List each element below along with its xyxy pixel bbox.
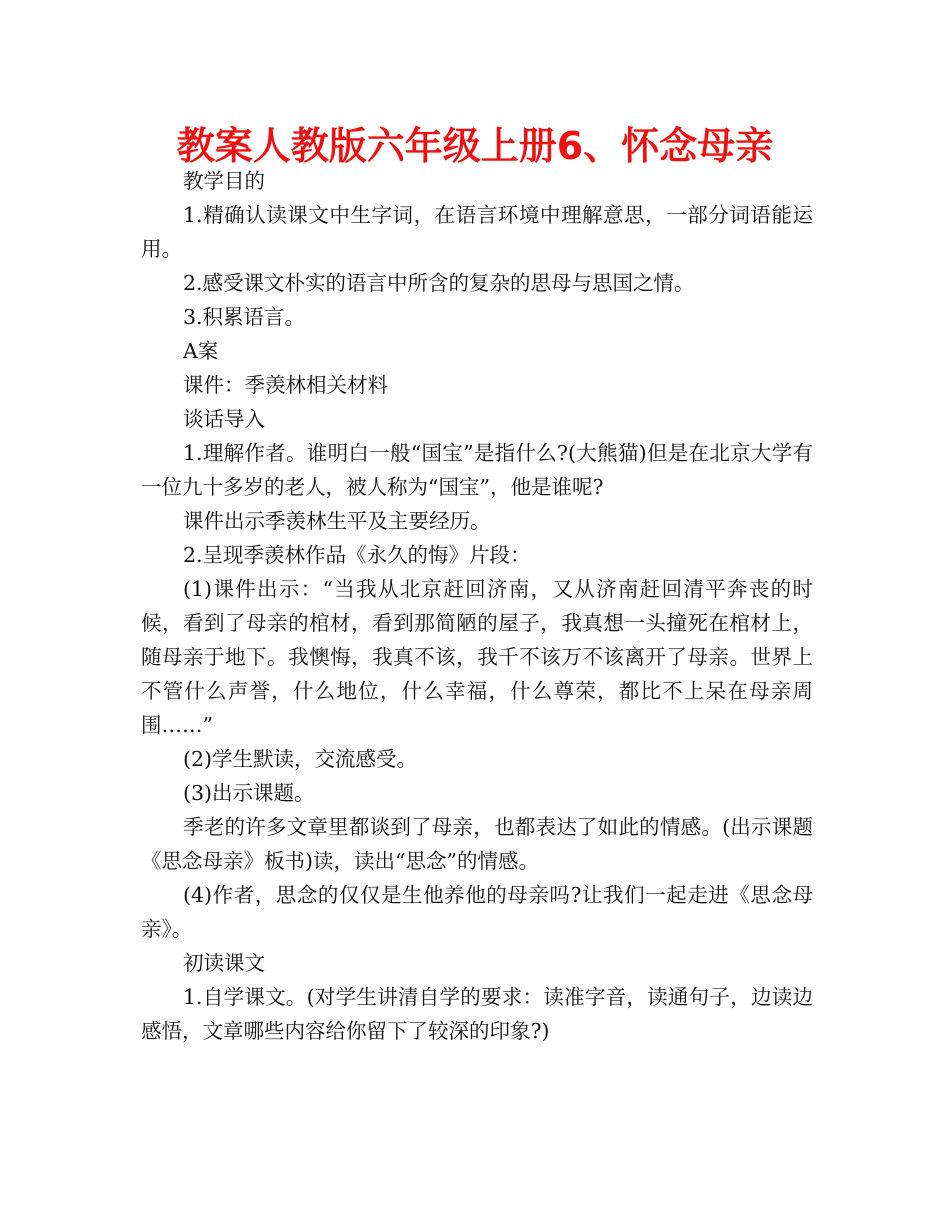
first-reading-step-1: 1.自学课文。(对学生讲清自学的要求：读准字音，读通句子，边读边感悟，文章哪些内容给你留下了较深的印象?) xyxy=(141,985,813,1043)
intro-step-2-4: (4)作者，思念的仅仅是生他养他的母亲吗?让我们一起走进《思念母亲》。 xyxy=(141,883,813,941)
intro-step-2-2: (2)学生默读，交流感受。 xyxy=(183,747,418,771)
objective-1: 1.精确认读课文中生字词，在语言环境中理解意思，一部分词语能运用。 xyxy=(141,203,813,261)
document-title: 教案人教版六年级上册6、怀念母亲 xyxy=(176,124,774,168)
section-heading-objectives: 教学目的 xyxy=(183,169,265,193)
intro-paragraph-ji-lao: 季老的许多文章里都谈到了母亲，也都表达了如此的情感。(出示课题《思念母亲》板书)读，读出“思念”的情感。 xyxy=(141,815,813,873)
intro-step-2-1-quote: (1)课件出示：“当我从北京赶回济南，又从济南赶回清平奔丧的时候，看到了母亲的棺材，看到那简陋的屋子，我真想一头撞死在棺材上，随母亲于地下。我懊悔，我真不该，我千不该万不该离开了母亲。世界上不管什么声誉，什么地位，什么幸福，什么尊荣，都比不上呆在母亲周围……” xyxy=(141,577,813,737)
document-body xyxy=(141,164,813,1048)
objective-3: 3.积累语言。 xyxy=(183,305,306,329)
plan-label: A案 xyxy=(183,339,219,363)
section-heading-intro: 谈话导入 xyxy=(183,407,265,431)
intro-step-2: 2.呈现季羡林作品《永久的悔》片段： xyxy=(183,543,531,567)
intro-courseware-note: 课件出示季羡林生平及主要经历。 xyxy=(183,509,491,533)
intro-step-1: 1.理解作者。谁明白一般“国宝”是指什么?(大熊猫)但是在北京大学有一位九十多岁的老人，被人称为“国宝”，他是谁呢? xyxy=(141,441,813,499)
courseware-line: 课件：季羡林相关材料 xyxy=(183,373,388,397)
objective-2: 2.感受课文朴实的语言中所含的复杂的思母与思国之情。 xyxy=(183,271,695,295)
section-heading-first-reading: 初读课文 xyxy=(183,951,265,975)
intro-step-2-3: (3)出示课题。 xyxy=(183,781,315,805)
